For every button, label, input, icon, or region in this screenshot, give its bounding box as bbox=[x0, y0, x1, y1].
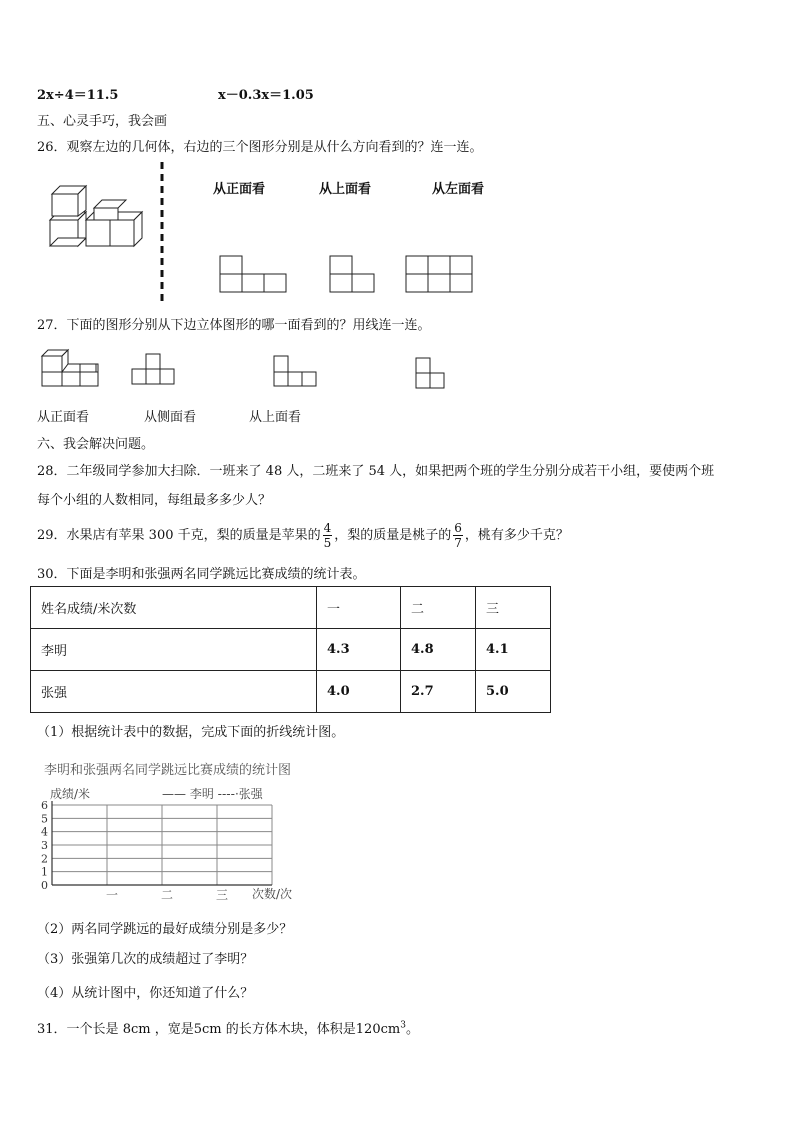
chart-xlabel: 次数/次 bbox=[252, 887, 293, 901]
chart-ytick-label: 5 bbox=[41, 812, 48, 826]
section-5-title: 五、心灵手巧，我会画 bbox=[37, 114, 168, 129]
q30-text: 30．下面是李明和张强两名同学跳远比赛成绩的统计表。 bbox=[37, 567, 366, 582]
q31-length: 8cm bbox=[122, 1022, 151, 1037]
table-row bbox=[31, 671, 551, 713]
q27-view-label-1: 从正面看 bbox=[37, 410, 90, 425]
q28-line-2: 每个小组的人数相同，每组最多多少人？ bbox=[37, 493, 272, 508]
chart-ylabel: 成绩/米 bbox=[50, 787, 91, 801]
q26-view-c-icon bbox=[406, 256, 472, 292]
chart-xtick-label: 二 bbox=[160, 888, 174, 902]
q30-sub-4: （4）从统计图中，你还知道了什么？ bbox=[37, 986, 254, 1001]
q30-sub-2: （2）两名同学跳远的最好成绩分别是多少？ bbox=[37, 922, 293, 937]
q31-volume: 120cm bbox=[355, 1022, 401, 1037]
q29-part-2: ，梨的质量是桃子的 bbox=[334, 528, 452, 543]
q27-view-b-icon bbox=[274, 356, 316, 386]
q27-view-label-3: 从上面看 bbox=[249, 410, 302, 425]
q26-view-label-1: 从正面看 bbox=[213, 182, 266, 197]
table-cell: 4.0 bbox=[317, 671, 401, 713]
chart-ytick-label: 0 bbox=[41, 879, 48, 892]
q29-fraction-1 bbox=[323, 521, 333, 550]
chart-ytick-label: 2 bbox=[41, 852, 48, 866]
q26-view-a-icon bbox=[220, 256, 286, 292]
q29-frac2-den: 7 bbox=[454, 536, 462, 550]
table-header-row bbox=[31, 587, 551, 629]
q27-view-label-2: 从侧面看 bbox=[144, 410, 197, 425]
q30-sub-3: （3）张强第几次的成绩超过了李明？ bbox=[37, 952, 254, 967]
q29-fraction-2 bbox=[453, 521, 463, 550]
table-header-cell: 三 bbox=[476, 587, 551, 629]
q29-frac1-den: 5 bbox=[323, 536, 332, 550]
table-cell: 4.8 bbox=[401, 629, 476, 671]
q31-part-1: 31．一个长是 bbox=[37, 1022, 119, 1037]
line-chart bbox=[30, 795, 293, 905]
q26-view-label-2: 从上面看 bbox=[319, 182, 372, 197]
q29-part-1: 29．水果店有苹果 300 千克，梨的质量是苹果的 bbox=[37, 528, 321, 543]
chart-ytick-label: 6 bbox=[41, 799, 48, 812]
q29-part-3: ，桃有多少千克？ bbox=[464, 528, 569, 543]
q27-view-c-icon bbox=[416, 358, 444, 388]
q26-view-b-icon bbox=[330, 256, 374, 292]
q31-text bbox=[37, 1018, 419, 1037]
chart-ytick-label: 3 bbox=[41, 839, 48, 852]
table-cell: 4.3 bbox=[317, 629, 401, 671]
table-header-cell: 二 bbox=[401, 587, 476, 629]
q29-frac1-num: 4 bbox=[323, 521, 332, 535]
score-table bbox=[30, 586, 551, 713]
q31-volume-exp: 3 bbox=[400, 1020, 406, 1031]
chart-title: 李明和张强两名同学跳远比赛成绩的统计图 bbox=[44, 763, 292, 778]
q31-width: 5cm bbox=[193, 1022, 222, 1037]
chart-xtick-label: 三 bbox=[215, 888, 229, 902]
q28-line-1: 28．二年级同学参加大扫除．一班来了 48 人，二班来了 54 人，如果把两个班的学生分别分成若干小组，要使两个班 bbox=[37, 464, 715, 479]
q27-text: 27．下面的图形分别从下边立体图形的哪一面看到的？用线连一连。 bbox=[37, 318, 431, 333]
q31-part-2: ，宽是 bbox=[154, 1022, 194, 1037]
q26-text: 26．观察左边的几何体，右边的三个图形分别是从什么方向看到的？连一连。 bbox=[37, 140, 483, 155]
equation-1: 2x÷4＝11.5 bbox=[37, 88, 119, 103]
q27-solid-icon bbox=[42, 350, 98, 386]
equation-2: x－0.3x＝1.05 bbox=[218, 88, 314, 103]
q31-part-4: 。 bbox=[405, 1022, 419, 1037]
chart-legend: —— 李明 ----·张强 bbox=[162, 787, 263, 801]
section-6-title: 六、我会解决问题。 bbox=[37, 437, 155, 452]
q30-sub-1: （1）根据统计表中的数据，完成下面的折线统计图。 bbox=[37, 725, 345, 740]
chart-xtick-label: 一 bbox=[105, 888, 119, 902]
q29-text bbox=[37, 516, 569, 556]
table-cell: 李明 bbox=[31, 629, 317, 671]
q26-view-label-3: 从左面看 bbox=[432, 182, 485, 197]
table-row bbox=[31, 629, 551, 671]
q29-frac2-num: 6 bbox=[454, 521, 462, 535]
table-cell: 5.0 bbox=[476, 671, 551, 713]
chart-ytick-label: 1 bbox=[41, 865, 48, 879]
q27-figure bbox=[38, 340, 458, 394]
table-header-cell: 一 bbox=[317, 587, 401, 629]
chart-ytick-label: 4 bbox=[41, 825, 48, 839]
table-cell: 张强 bbox=[31, 671, 317, 713]
table-cell: 4.1 bbox=[476, 629, 551, 671]
q26-solid-icon bbox=[50, 186, 142, 246]
q31-part-3: 的长方体木块，体积是 bbox=[225, 1022, 356, 1037]
table-header-cell: 姓名成绩/米次数 bbox=[31, 587, 317, 629]
q27-view-a-icon bbox=[132, 354, 174, 384]
table-cell: 2.7 bbox=[401, 671, 476, 713]
